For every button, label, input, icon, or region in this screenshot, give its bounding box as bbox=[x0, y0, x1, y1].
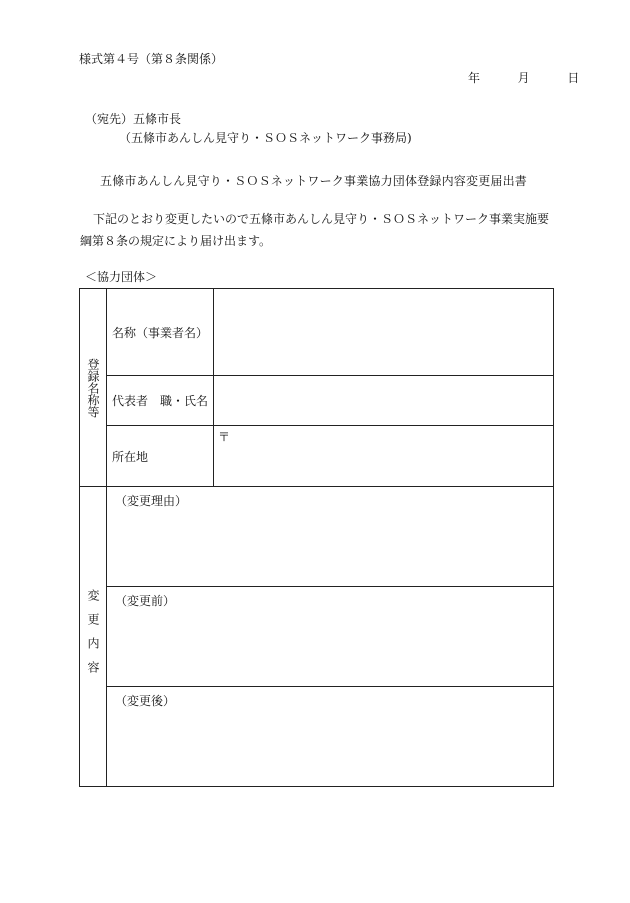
change-label-cell bbox=[80, 487, 107, 787]
date-line bbox=[468, 69, 579, 86]
address-label: 所在地 bbox=[107, 426, 214, 487]
body-text-line-2: 綱第８条の規定により届け出ます。 bbox=[80, 234, 272, 248]
addressee: （宛先）五條市長 bbox=[85, 112, 182, 126]
change-after-field[interactable] bbox=[107, 687, 554, 787]
name-label: 名称（事業者名） bbox=[107, 289, 214, 376]
change-label: 変更内容 bbox=[86, 588, 100, 685]
representative-field[interactable] bbox=[214, 376, 554, 426]
date-year: 年 bbox=[468, 71, 481, 85]
form-number: 様式第４号（第８条関係） bbox=[79, 52, 224, 66]
representative-label: 代表者 職・氏名 bbox=[107, 376, 214, 426]
change-after-label: （変更後） bbox=[115, 694, 176, 708]
change-reason-field[interactable] bbox=[107, 487, 554, 587]
change-before-field[interactable] bbox=[107, 587, 554, 687]
registration-table bbox=[79, 288, 554, 787]
change-before-label: （変更前） bbox=[115, 594, 176, 608]
section-label: ＜協力団体＞ bbox=[85, 270, 158, 284]
registration-label: 登録名称等 bbox=[86, 357, 100, 418]
postal-mark: 〒 bbox=[218, 430, 231, 444]
name-field[interactable] bbox=[214, 289, 554, 376]
document-title: 五條市あんしん見守り・ＳＯＳネットワーク事業協力団体登録内容変更届出書 bbox=[100, 174, 528, 188]
address-field[interactable] bbox=[214, 426, 554, 487]
date-day: 日 bbox=[567, 71, 580, 85]
registration-label-cell bbox=[80, 289, 107, 487]
change-reason-label: （変更理由） bbox=[115, 494, 188, 508]
date-month: 月 bbox=[517, 71, 530, 85]
addressee-sub: （五條市あんしん見守り・ＳＯＳネットワーク事務局) bbox=[119, 131, 412, 145]
body-text-line-1: 下記のとおり変更したいので五條市あんしん見守り・ＳＯＳネットワーク事業実施要 bbox=[93, 212, 550, 226]
